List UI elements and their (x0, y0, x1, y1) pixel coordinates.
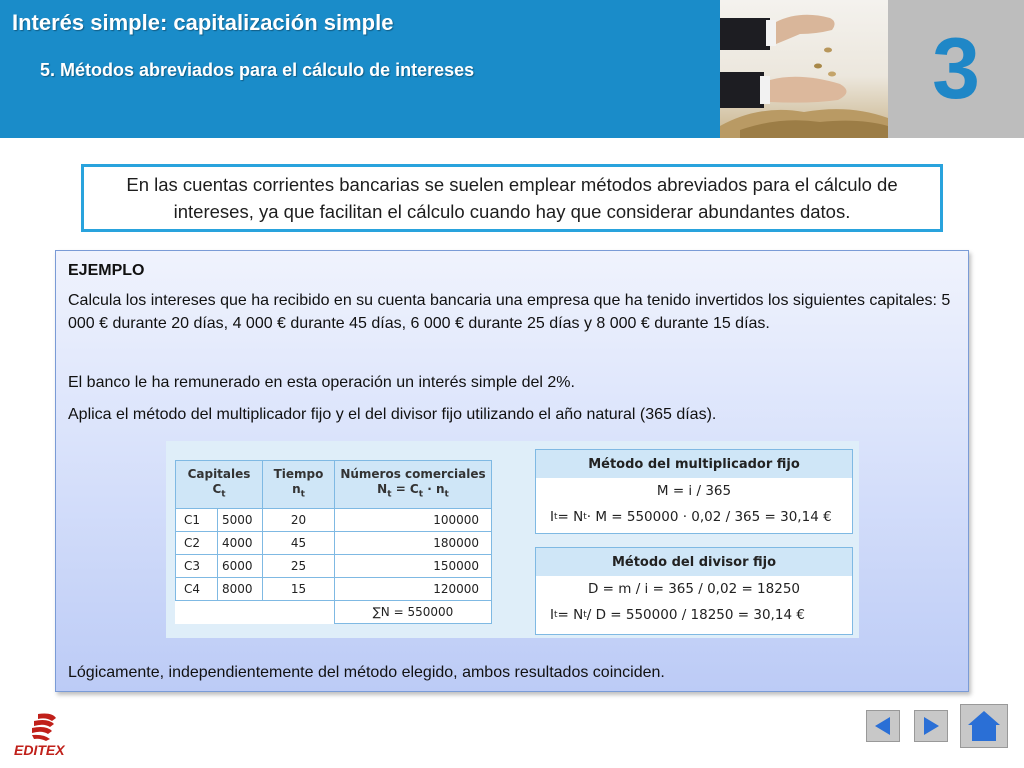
example-conclusion: Lógicamente, independientemente del método elegido, ambos resultados coinciden. (68, 664, 665, 681)
row-tiempo: 20 (263, 509, 335, 532)
example-paragraph-capitals: Calcula los intereses que ha recibido en su cuenta bancaria una empresa que ha tenido invertidos los siguientes capitales: 5 000 € durante 20 días, 4 000 € durante 45 días, 6 000 € durante 25 días y 8 000 € durante 15 días. (68, 292, 951, 332)
example-heading: EJEMPLO (68, 262, 145, 279)
home-button[interactable] (960, 704, 1008, 748)
example-paragraph-rate: El banco le ha remunerado en esta operación un interés simple del 2%. (68, 374, 575, 391)
next-slide-button[interactable] (914, 710, 948, 742)
row-capital: 4000 (218, 532, 263, 555)
row-capital: 6000 (218, 555, 263, 578)
row-id: C1 (176, 509, 218, 532)
divisor-box (535, 547, 853, 635)
row-id: C3 (176, 555, 218, 578)
divisor-title: Método del divisor fijo (536, 548, 852, 576)
page-title: Interés simple: capitalización simple (12, 10, 394, 35)
example-panel (55, 250, 969, 692)
divisor-formula: D = m / i = 365 / 0,02 = 18250 (587, 581, 800, 597)
table-row (176, 578, 492, 601)
previous-slide-button[interactable] (866, 710, 900, 742)
header-tiempo: Tiempo $n_t$ (263, 461, 335, 509)
multiplicador-result: I t = N t · M = 550000 · 0,02 / 365 = 30,14 € (550, 509, 832, 525)
example-paragraph-instructions: Aplica el método del multiplicador fijo y el del divisor fijo utilizando el año natural (365 días). (68, 406, 717, 423)
table-row (176, 509, 492, 532)
chapter-number: 3 (932, 21, 980, 117)
divisor-result: I t = N t / D = 550000 / 18250 = 30,14 € (550, 607, 805, 623)
header-capitales: Capitales $C_t$ (176, 461, 263, 509)
logo-text: EDITEX (14, 742, 65, 758)
coins-photo (720, 0, 888, 138)
row-numero: 120000 (335, 578, 492, 601)
row-id: C2 (176, 532, 218, 555)
row-tiempo: 45 (263, 532, 335, 555)
multiplicador-formula: M = i / 365 (656, 483, 732, 499)
section-subtitle: 5. Métodos abreviados para el cálculo de intereses (40, 60, 475, 80)
arrow-right-icon (920, 715, 942, 737)
sum-cell: ∑N = 550000 (335, 601, 492, 624)
arrow-left-icon (872, 715, 894, 737)
row-numero: 100000 (335, 509, 492, 532)
intro-box (81, 164, 943, 232)
row-id: C4 (176, 578, 218, 601)
row-tiempo: 25 (263, 555, 335, 578)
table-header-row (176, 461, 492, 509)
row-capital: 8000 (218, 578, 263, 601)
row-tiempo: 15 (263, 578, 335, 601)
row-numero: 180000 (335, 532, 492, 555)
row-capital: 5000 (218, 509, 263, 532)
chapter-number-badge (888, 0, 1024, 138)
table-row (176, 532, 492, 555)
multiplicador-title: Método del multiplicador fijo (536, 450, 852, 478)
header-numeros-comerciales: Números comerciales $N_t = C_t \cdot n_t$ (335, 461, 492, 509)
table-row (176, 555, 492, 578)
commercial-numbers-table (175, 460, 492, 624)
table-sum-row (176, 601, 492, 624)
home-icon (966, 709, 1002, 743)
multiplicador-box (535, 449, 853, 534)
intro-text: En las cuentas corrientes bancarias se suelen emplear métodos abreviados para el cálculo de intereses, ya que facilitan el cálculo cuando hay que considerar abundantes datos. (126, 174, 898, 222)
solution-figure (166, 441, 859, 638)
editex-logo (12, 712, 82, 758)
header-banner (0, 0, 720, 138)
row-numero: 150000 (335, 555, 492, 578)
